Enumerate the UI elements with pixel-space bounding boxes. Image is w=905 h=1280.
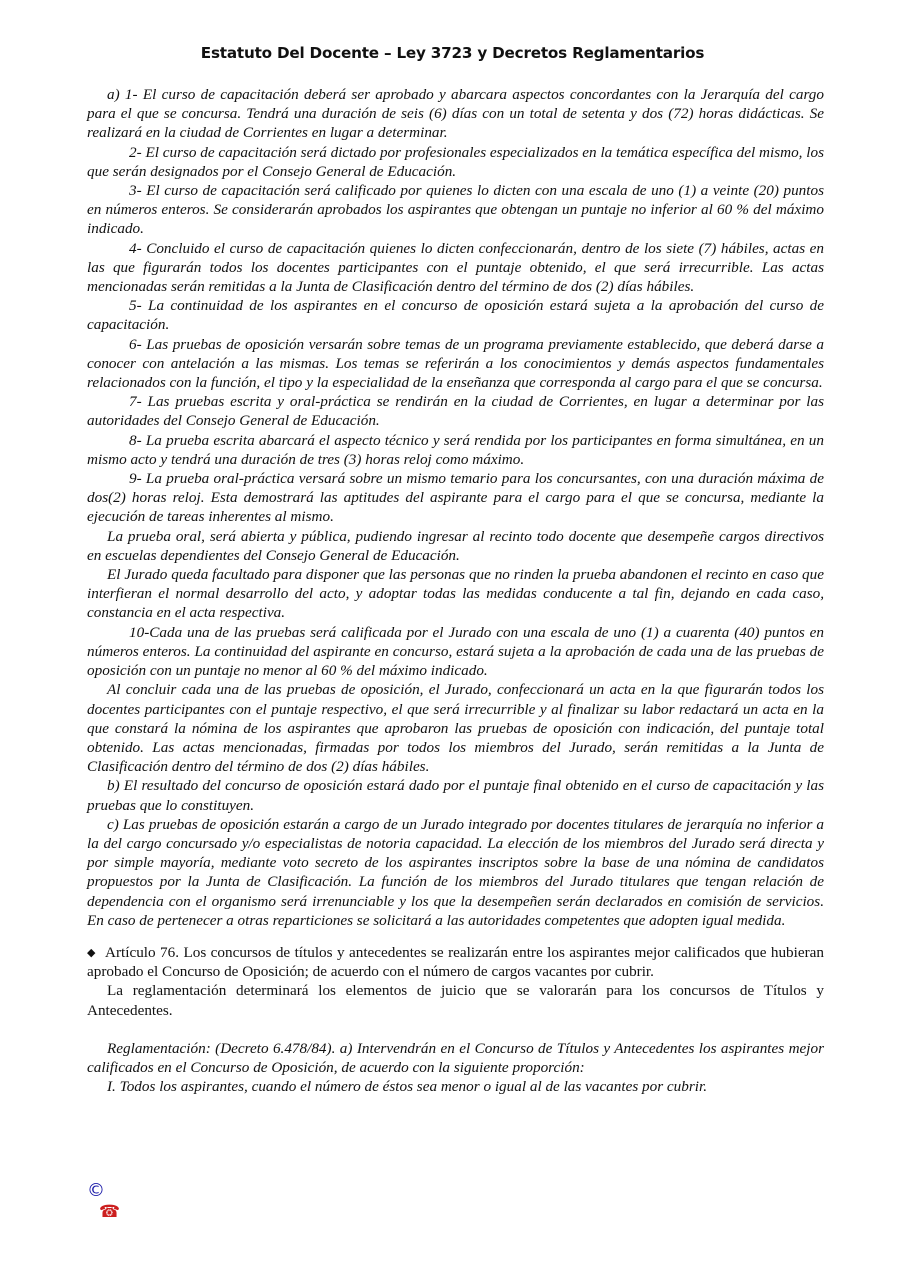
paragraph-articulo-76 xyxy=(87,943,824,981)
paragraph-curso-5: 5- La continuidad de los aspirantes en el concurso de oposición estará sujeta a la aprobación del curso de capacitación. xyxy=(87,297,824,334)
paragraph-curso-1: a) 1- El curso de capacitación deberá ser aprobado y abarcara aspectos concordantes con la Jerarquía del cargo para el que se concursa. Tendrá una duración de seis (6) días con un total de setenta y dos (72) horas didácticas. Se realizará en la ciudad de Corrientes en lugar a determinar. xyxy=(87,86,824,142)
paragraph-pruebas-8: 8- La prueba escrita abarcará el aspecto técnico y será rendida por los participantes en forma simultánea, en un mismo acto y tendrá una duración de tres (3) horas reloj como máximo. xyxy=(87,431,824,468)
paragraph-jurado-facultado: El Jurado queda facultado para disponer que las personas que no rinden la prueba abandonen el recinto en caso que interfieran el normal desarrollo del acto, y adoptar todas las medidas conducente a tal fin, dejando en cada caso, constancia en el acta respectiva. xyxy=(87,566,824,622)
paragraph-spacer xyxy=(87,930,824,943)
paragraph-prueba-oral: La prueba oral, será abierta y pública, pudiendo ingresar al recinto todo docente que desempeñe cargos directivos en escuelas dependientes del Consejo General de Educación. xyxy=(87,527,824,564)
page-title: Estatuto Del Docente – Ley 3723 y Decretos Reglamentarios xyxy=(200,44,705,62)
document-body xyxy=(87,85,824,1096)
paragraph-curso-3: 3- El curso de capacitación será calificado por quienes lo dicten con una escala de uno (1) a veinte (20) puntos en números enteros. Se considerarán aprobados los aspirantes que obtengan un puntaje no inferior al 60 % del máximo indicado. xyxy=(87,182,824,238)
paragraph-curso-4: 4- Concluido el curso de capacitación quienes lo dicten confeccionarán, dentro de los siete (7) hábiles, actas en las que figurarán todos los docentes participantes con el puntaje obtenido, el que será irrecurrible. Las actas mencionadas serán remitidas a la Junta de Clasificación dentro del término de dos (2) días hábiles. xyxy=(87,239,824,296)
paragraph-item-c: c) Las pruebas de oposición estarán a cargo de un Jurado integrado por docentes titulares de jerarquía no inferior a la del cargo concursado y/o especialistas de notoria capacidad. La elección de los miembros del Jurado será directa y por simple mayoría, mediante voto secreto de los aspirantes inscriptos sobre la base de una nómina de candidatos propuestos por la Junta de Clasificación. La función de los miembros del Jurado titulares que tengan relación de dependencia con el organismo será irrenunciable y los que la desempeñen serán declarados en comisión de servicios. En caso de pertenecer a otras reparticiones se solicitará a las autoridades competentes que adopten igual medida. xyxy=(87,815,824,929)
paragraph-spacer xyxy=(87,1020,824,1039)
paragraph-pruebas-10: 10-Cada una de las pruebas será calificada por el Jurado con una escala de uno (1) a cuarenta (40) puntos en números enteros. La continuidad del aspirante en concurso, estará sujeta a la aprobación de cada una de las pruebas de oposición con un puntaje no menor al 60 % del máximo indicado. xyxy=(87,623,824,680)
page-footer xyxy=(87,1180,387,1222)
paragraph-pruebas-6: 6- Las pruebas de oposición versarán sobre temas de un programa previamente establecido, que deberá darse a conocer con antelación a las mismas. Los temas se referirán a los conocimientos y demás aspectos fundamentales relacionados con la función, el tipo y la especialidad de la enseñanza que corresponda al cargo para el que se concursa. xyxy=(87,335,824,392)
paragraph-reglamentacion-ley: La reglamentación determinará los elementos de juicio que se valorarán para los concursos de Títulos y Antecedentes. xyxy=(87,982,824,1019)
paragraph-reglamentacion-decreto: Reglamentación: (Decreto 6.478/84). a) Intervendrán en el Concurso de Títulos y Antecedentes los aspirantes mejor calificados en el Concurso de Oposición, de acuerdo con la siguiente proporción: xyxy=(87,1039,824,1076)
paragraph-item-b: b) El resultado del concurso de oposición estará dado por el puntaje final obtenido en el curso de capacitación y las pruebas que lo constituyen. xyxy=(87,777,824,814)
paragraph-pruebas-7: 7- Las pruebas escrita y oral-práctica se rendirán en la ciudad de Corrientes, en lugar a determinar por las autoridades del Consejo General de Educación. xyxy=(87,393,824,430)
paragraph-pruebas-9: 9- La prueba oral-práctica versará sobre un mismo temario para los concursantes, con una duración máxima de dos(2) horas reloj. Esta demostrará las aptitudes del aspirante para el cargo para el que se concursa, mediante la ejecución de tareas inherentes al mismo. xyxy=(87,470,824,526)
paragraph-item-i: I. Todos los aspirantes, cuando el número de éstos sea menor o igual al de las vacantes por cubrir. xyxy=(107,1078,708,1096)
diamond-bullet-icon: ◆ xyxy=(87,945,96,959)
paragraph-acta-jurado: Al concluir cada una de las pruebas de oposición, el Jurado, confeccionará un acta en la que figurarán todos los docentes participantes con el puntaje respectivo, el que será irrecurrible y al finalizar su labor redactará un acta en la que constará la nómina de los aspirantes que aprobaron las pruebas de oposición con indicación, del puntaje total obtenido. Las actas mencionadas, firmadas por todos los miembros del Jurado, serán remitidas a la Junta de Clasificación dentro del término de dos (2) días hábiles. xyxy=(87,681,824,776)
articulo-76-text: Artículo 76. Los concursos de títulos y antecedentes se realizarán entre los aspirantes mejor calificados que hubieran aprobado el Concurso de Oposición; de acuerdo con el número de cargos vacantes por cubrir. xyxy=(87,943,824,981)
phone-icon: ☎ xyxy=(99,1202,121,1222)
paragraph-curso-2: 2- El curso de capacitación será dictado por profesionales especializados en la temática específica del mismo, los que serán designados por el Consejo General de Educación. xyxy=(87,143,824,180)
copyright-icon: © xyxy=(87,1180,105,1201)
